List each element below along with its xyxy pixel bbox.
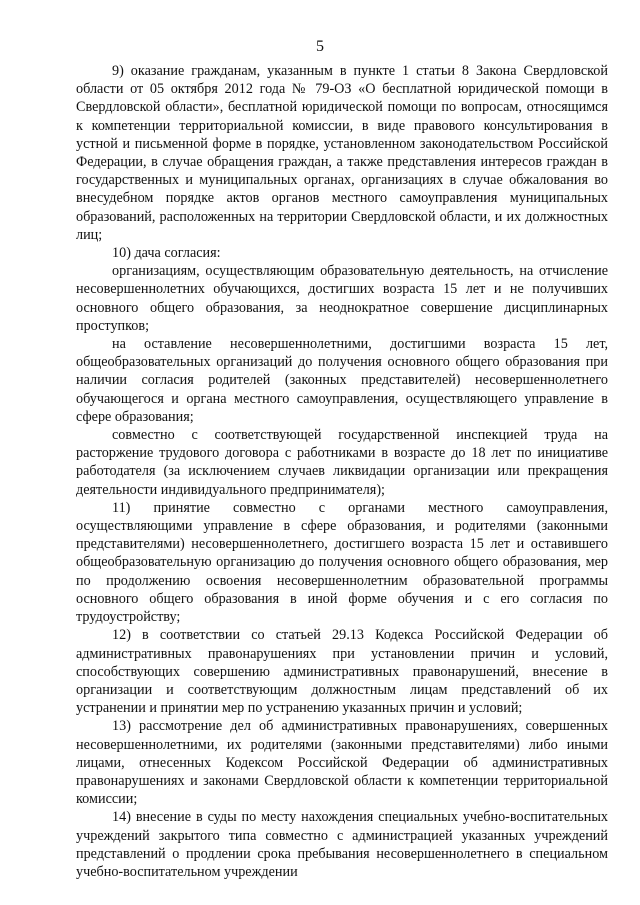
- paragraph-item-9: 9) оказание гражданам, указанным в пункте 1 статьи 8 Закона Свердловской области от 05 октября 2012 года № 79-ОЗ «О бесплатной юридической помощи в Свердловской области», бесплатной юридической помощи по вопросам, относящимся к компетенции территориальной комиссии, в виде правового консультирования в устной и письменной форме в порядке, установленном законодательством Российской Федерации, в случае обращения граждан, а также представления интересов граждан в государственных и муниципальных органах, организациях в случае обжалования во внесудебном порядке актов органов местного самоуправления муниципальных образований, расположенных на территории Свердловской области, и их должностных лиц;: [76, 63, 608, 243]
- paragraph-consent-leaving-school: на оставление несовершеннолетними, достигшими возраста 15 лет, общеобразовательных организаций до получения основного общего образования при наличии согласия родителей (законных представителей) несовершеннолетнего обучающегося и органа местного самоуправления, осуществляющего управление в сфере образования;: [76, 336, 608, 425]
- paragraph-item-11: 11) принятие совместно с органами местного самоуправления, осуществляющими управление в сфере образования, и родителями (законными представителями) несовершеннолетнего, достигшего возраста 15 лет и оставившего общеобразовательную организацию до получения основного общего образования, мер по продолжению освоения несовершеннолетним образовательной программы основного общего образования в иной форме обучения и с его согласия по трудоустройству;: [76, 499, 608, 626]
- paragraph-item-13: 13) рассмотрение дел об административных правонарушениях, совершенных несовершеннолетними, их родителями (законными представителями) либо иными лицами, отнесенных Кодексом Российской Федерации об административных правонарушениях и законами Свердловской области к компетенции территориальной комиссии;: [76, 718, 608, 808]
- paragraph-item-10-heading: 10) дача согласия:: [112, 245, 221, 262]
- paragraph-consent-expulsion: организациям, осуществляющим образовательную деятельность, на отчисление несовершеннолетних обучающихся, достигших возраста 15 лет и не получивших основного общего образования, за неоднократное совершение дисциплинарных проступков;: [76, 263, 608, 334]
- document-body: [76, 62, 608, 881]
- paragraph-consent-labor-contract: совместно с соответствующей государственной инспекцией труда на расторжение трудового договора с работниками в возрасте до 18 лет по инициативе работодателя (за исключением случаев ликвидации организации или прекращения деятельности индивидуального предпринимателя);: [76, 427, 608, 498]
- page-number: 5: [316, 38, 324, 55]
- paragraph-item-14: 14) внесение в суды по месту нахождения специальных учебно-воспитательных учреждений закрытого типа совместно с администрацией указанных учреждений представлений о продлении срока пребывания несовершеннолетнего в специальном учебно-воспитательном учреждении: [76, 809, 608, 880]
- paragraph-item-12: 12) в соответствии со статьей 29.13 Кодекса Российской Федерации об административных правонарушениях при установлении причин и условий, способствующих совершению административных правонарушений, внесение в организации и соответствующим должностным лицам представлений об их устранении и принятии мер по устранению указанных причин и условий;: [76, 627, 608, 717]
